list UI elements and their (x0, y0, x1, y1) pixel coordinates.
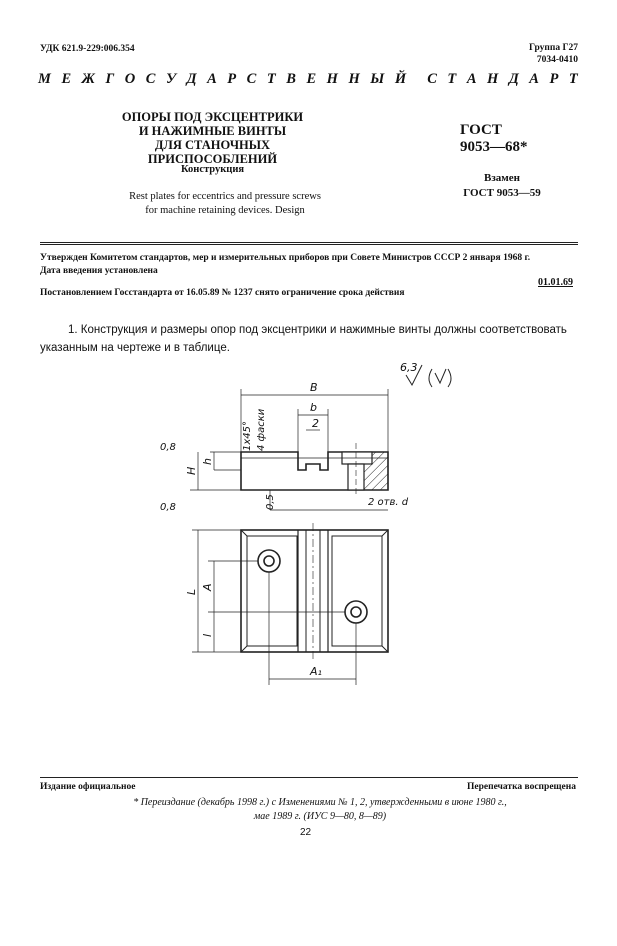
dim-2: 2 (312, 417, 319, 430)
banner-letter: Н (326, 71, 338, 87)
technical-drawing (150, 355, 470, 695)
banner-letter: Ы (370, 71, 385, 87)
reissue-note: * Переиздание (декабрь 1998 г.) с Изменениями № 1, 2, утвержденными в июне 1980 г., мае 1989 г. (ИУС 9—80, 8—89) (133, 797, 507, 822)
banner-letter: Т (266, 71, 276, 87)
dim-L: L (185, 588, 198, 595)
document-title: ОПОРЫ ПОД ЭКСЦЕНТРИКИ И НАЖИМНЫЕ ВИНТЫ ДЛЯ СТАНОЧНЫХ ПРИСПОСОБЛЕНИЙ (121, 110, 304, 166)
banner-letter: С (427, 71, 437, 87)
dim-l: l (201, 633, 214, 637)
banner-letter: Т (568, 71, 578, 87)
decree-text: Постановлением Госстандарта от 16.05.89 № 1237 снято ограничение срока действия (40, 288, 405, 298)
banner-letter: Ж (81, 71, 95, 87)
page-number: 22 (300, 827, 312, 838)
roughness-symbol (400, 361, 451, 387)
gost-number: ГОСТ 9053—68* (460, 122, 528, 155)
interstate-standard-banner (38, 71, 578, 88)
banner-letter: Е (306, 71, 317, 87)
banner-letter: Т (447, 71, 457, 87)
divider (40, 244, 578, 245)
banner-letter: Н (348, 71, 360, 87)
dim-A1: A₁ (310, 665, 322, 678)
banner-letter: А (207, 71, 217, 87)
banner-letter: О (124, 71, 136, 87)
banner-letter: В (286, 71, 296, 87)
front-dimensions (190, 389, 388, 510)
banner-letter: У (166, 71, 177, 87)
banner-letter: Р (227, 71, 237, 87)
banner-letter: Й (394, 71, 407, 87)
banner-letter: С (145, 71, 156, 87)
dim-H: H (185, 466, 198, 475)
banner-letter: Р (549, 71, 559, 87)
banner-letter: Е (61, 71, 72, 87)
dim-holes: 2 отв. d (368, 497, 409, 508)
divider (40, 242, 578, 243)
banner-letter: М (38, 71, 51, 87)
udk-code: УДК 621.9-229:006.354 (40, 44, 135, 54)
roughness-top: 0,8 (160, 442, 176, 453)
date-label: Дата введения установлена (40, 266, 158, 276)
roughness-bottom: 0,8 (160, 502, 176, 513)
banner-letter: А (529, 71, 539, 87)
dim-b: b (310, 401, 317, 414)
banner-letter: С (246, 71, 257, 87)
document-subtitle: Конструкция (180, 164, 245, 175)
roughness-value: 6,3 (400, 361, 418, 374)
paragraph-1: 1. Конструкция и размеры опор под эксцентрики и нажимные винты должны соответствовать указанным на чертеже и в таблице. (40, 324, 567, 354)
dim-A: A (201, 583, 214, 591)
okp-code: 7034-0410 (536, 55, 578, 65)
plan-view (241, 523, 388, 659)
official-edition: Издание официальное (40, 782, 136, 792)
banner-letter: А (466, 71, 477, 87)
banner-letter: Д (186, 71, 197, 87)
approval-line: Утвержден Комитетом стандартов, мер и измерительных приборов при Совете Министров СССР 2 января 1968 г. (40, 253, 531, 263)
english-title: Rest plates for eccentrics and pressure screws for machine retaining devices. Design (129, 191, 321, 216)
effective-date: 01.01.69 (538, 277, 573, 288)
footer-divider (40, 777, 578, 778)
dim-gap: 0,5 (265, 494, 276, 510)
banner-letter: Н (487, 71, 499, 87)
group-code: Группа Г27 (529, 43, 578, 53)
approval-text (40, 252, 580, 278)
dim-chamfer: 1x45° (242, 420, 253, 451)
dim-h: h (201, 458, 214, 465)
dim-chamfer-count: 4 фаски (256, 408, 267, 451)
replaces-standard: Взамен ГОСТ 9053—59 (463, 172, 541, 199)
banner-letter: Д (508, 71, 519, 87)
dim-B: B (310, 381, 318, 394)
banner-letter: Г (105, 71, 115, 87)
reprint-prohibited: Перепечатка воспрещена (466, 782, 576, 792)
